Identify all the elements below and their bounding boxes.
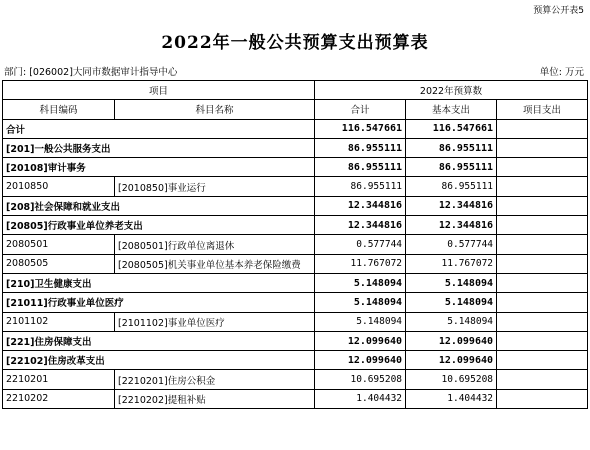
row-basic: 5.148094: [406, 273, 497, 292]
row-basic: 10.695208: [406, 370, 497, 389]
budget-table: [2, 80, 588, 409]
table-row: [3, 293, 588, 312]
row-basic: 12.344816: [406, 196, 497, 215]
row-basic: 12.099640: [406, 331, 497, 350]
table-row: [3, 119, 588, 138]
row-basic: 11.767072: [406, 254, 497, 273]
table-row: [3, 235, 588, 254]
header-row-group: [3, 81, 588, 100]
row-basic: 116.547661: [406, 119, 497, 138]
table-row: [3, 196, 588, 215]
table-row: [3, 158, 588, 177]
row-basic: 12.099640: [406, 351, 497, 370]
row-code: [201]一般公共服务支出: [3, 138, 315, 157]
row-project: [497, 351, 588, 370]
table-row: [3, 254, 588, 273]
table-row: [3, 177, 588, 196]
row-total: 10.695208: [315, 370, 406, 389]
row-total: 12.099640: [315, 331, 406, 350]
unit-label: 单位: 万元: [539, 67, 584, 78]
row-project: [497, 138, 588, 157]
row-project: [497, 235, 588, 254]
row-project: [497, 196, 588, 215]
row-project: [497, 177, 588, 196]
header-item: 项目: [3, 81, 315, 100]
table-row: [3, 351, 588, 370]
row-total: 5.148094: [315, 273, 406, 292]
row-name: [2210201]住房公积金: [115, 370, 315, 389]
row-code: [20108]审计事务: [3, 158, 315, 177]
row-basic: 0.577744: [406, 235, 497, 254]
row-project: [497, 389, 588, 408]
row-code: [22102]住房改革支出: [3, 351, 315, 370]
row-code: [20805]行政事业单位养老支出: [3, 216, 315, 235]
table-row: [3, 370, 588, 389]
row-basic: 86.955111: [406, 177, 497, 196]
row-project: [497, 331, 588, 350]
table-row: [3, 138, 588, 157]
header-project: 项目支出: [497, 100, 588, 119]
row-name: [2210202]提租补贴: [115, 389, 315, 408]
row-code: [210]卫生健康支出: [3, 273, 315, 292]
header-basic: 基本支出: [406, 100, 497, 119]
row-basic: 5.148094: [406, 312, 497, 331]
department-label: 部门: [026002]大同市数据审计指导中心: [4, 67, 178, 78]
row-basic: 5.148094: [406, 293, 497, 312]
row-code: 2080501: [3, 235, 115, 254]
row-basic: 12.344816: [406, 216, 497, 235]
header-total: 合计: [315, 100, 406, 119]
row-code: [221]住房保障支出: [3, 331, 315, 350]
row-code: 2210202: [3, 389, 115, 408]
table-row: [3, 331, 588, 350]
row-total: 5.148094: [315, 293, 406, 312]
report-title: 2022年一般公共预算支出预算表: [161, 33, 429, 53]
row-total: 11.767072: [315, 254, 406, 273]
row-project: [497, 216, 588, 235]
row-code: [208]社会保障和就业支出: [3, 196, 315, 215]
row-code: 2010850: [3, 177, 115, 196]
table-row: [3, 312, 588, 331]
header-budget-year: 2022年预算数: [315, 81, 588, 100]
header-code: 科目编码: [3, 100, 115, 119]
row-project: [497, 312, 588, 331]
row-project: [497, 293, 588, 312]
row-project: [497, 273, 588, 292]
row-project: [497, 158, 588, 177]
row-project: [497, 254, 588, 273]
row-total: 86.955111: [315, 138, 406, 157]
header-row-columns: [3, 100, 588, 119]
row-basic: 86.955111: [406, 138, 497, 157]
row-total: 0.577744: [315, 235, 406, 254]
row-total: 116.547661: [315, 119, 406, 138]
report-table-number: 预算公开表5: [533, 6, 584, 16]
row-code: [21011]行政事业单位医疗: [3, 293, 315, 312]
row-name: [2080505]机关事业单位基本养老保险缴费: [115, 254, 315, 273]
row-name: [2080501]行政单位离退休: [115, 235, 315, 254]
table-row: [3, 273, 588, 292]
row-name: [2010850]事业运行: [115, 177, 315, 196]
table-row: [3, 389, 588, 408]
row-basic: 86.955111: [406, 158, 497, 177]
row-total: 1.404432: [315, 389, 406, 408]
row-code: 2210201: [3, 370, 115, 389]
row-total: 86.955111: [315, 158, 406, 177]
row-total: 12.344816: [315, 216, 406, 235]
row-total: 5.148094: [315, 312, 406, 331]
row-code: 2080505: [3, 254, 115, 273]
row-total: 12.099640: [315, 351, 406, 370]
row-code: 2101102: [3, 312, 115, 331]
row-name: [2101102]事业单位医疗: [115, 312, 315, 331]
row-project: [497, 370, 588, 389]
row-total: 86.955111: [315, 177, 406, 196]
row-basic: 1.404432: [406, 389, 497, 408]
header-name: 科目名称: [115, 100, 315, 119]
row-project: [497, 119, 588, 138]
row-total: 12.344816: [315, 196, 406, 215]
table-row: [3, 216, 588, 235]
row-code: 合计: [3, 119, 315, 138]
